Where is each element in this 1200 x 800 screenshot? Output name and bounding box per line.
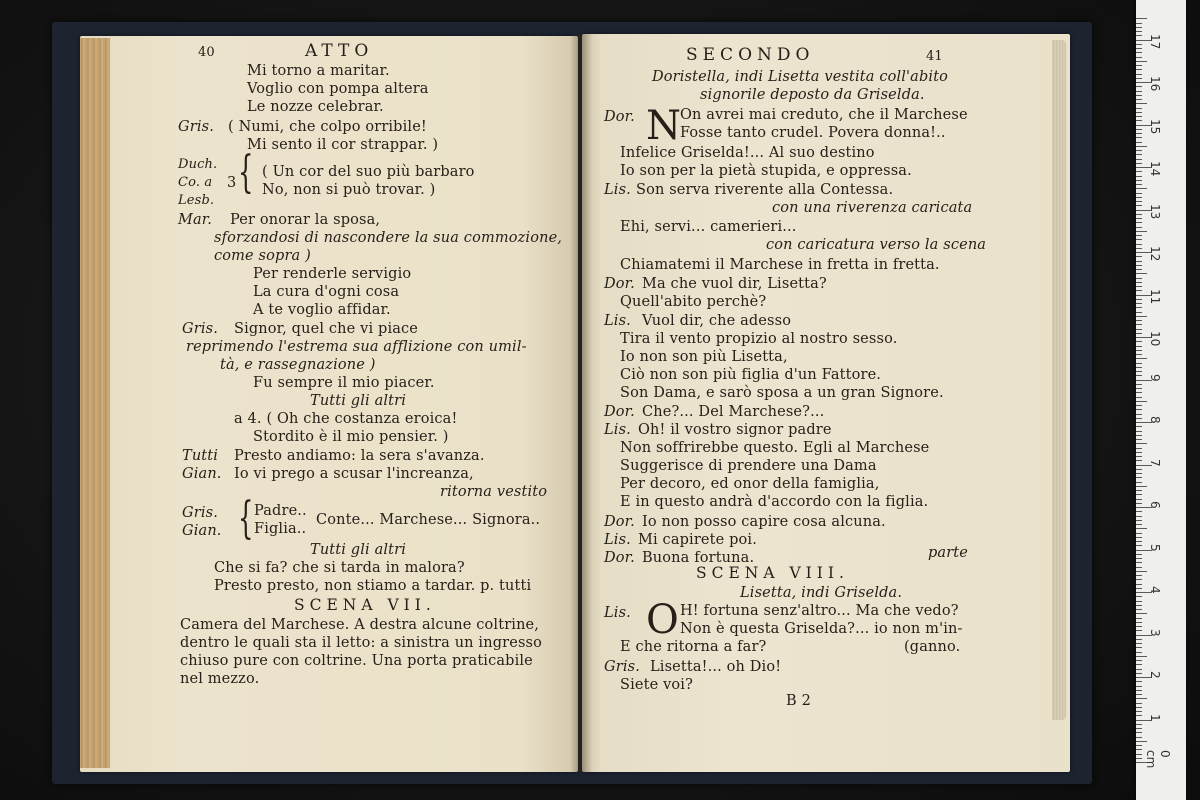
ruler-tick <box>1136 426 1142 427</box>
stage-direction: sforzandosi di nascondere la sua commozione, <box>214 230 563 246</box>
ruler-tick <box>1136 630 1142 631</box>
ruler-tick <box>1136 741 1147 742</box>
scene-description: dentro le quali sta il letto: a sinistra un ingresso <box>180 635 543 651</box>
ruler-tick <box>1136 214 1142 215</box>
ruler-tick <box>1136 180 1142 181</box>
ruler-tick <box>1136 171 1142 172</box>
ruler-number: 14 <box>1148 161 1162 177</box>
ruler-tick <box>1136 469 1142 470</box>
ruler-tick <box>1136 460 1142 461</box>
verse-line: Ehi, servi... camerieri... <box>620 219 797 235</box>
ruler-tick <box>1136 618 1142 619</box>
verse-line: Tira il vento propizio al nostro sesso. <box>620 331 898 347</box>
verse-line: La cura d'ogni cosa <box>253 284 400 300</box>
ruler-tick <box>1136 239 1142 240</box>
ruler-tick <box>1136 307 1142 308</box>
speaker-label: Co. a <box>178 175 213 190</box>
verse-line: Presto presto, non stiamo a tardar. p. tutti <box>214 578 532 594</box>
speaker-label: Dor. <box>604 109 635 125</box>
speaker-label: Lis. <box>604 313 631 329</box>
stage-direction: ritorna vestito <box>440 484 548 500</box>
drop-cap: N <box>646 103 681 149</box>
book-gutter <box>570 34 592 772</box>
ruler-tick <box>1136 737 1142 738</box>
ruler-tick <box>1136 754 1142 755</box>
ruler-tick <box>1136 431 1142 432</box>
ruler-tick <box>1136 316 1147 317</box>
verse-line: E che ritorna a far? <box>620 639 767 655</box>
verse-line: Signor, quel che vi piace <box>234 321 419 337</box>
ruler-tick <box>1136 554 1142 555</box>
ruler-tick <box>1136 146 1147 147</box>
ruler-tick <box>1136 490 1142 491</box>
verse-line: Conte... Marchese... Signora.. <box>316 512 541 528</box>
page-number: 41 <box>926 49 943 64</box>
ruler-tick <box>1136 681 1142 682</box>
ruler-tick <box>1136 197 1142 198</box>
ruler-unit: 0 cm <box>1144 750 1172 769</box>
ruler-tick <box>1136 193 1142 194</box>
verse-line: Stordito è il mio pensier. ) <box>253 429 449 445</box>
stage-direction: signorile deposto da Griselda. <box>700 87 925 103</box>
scene-description: chiuso pure con coltrine. Una porta praticabile <box>180 653 533 669</box>
ruler-tick <box>1136 562 1142 563</box>
ruler-tick <box>1136 116 1142 117</box>
ruler-tick <box>1136 643 1142 644</box>
speaker-label: Lesb. <box>178 193 215 208</box>
speaker-label: Gris. <box>182 321 218 337</box>
speaker-label: Lis. <box>604 422 631 438</box>
verse-line: Quell'abito perchè? <box>620 294 767 310</box>
ruler-tick <box>1136 137 1142 138</box>
stage-direction: reprimendo l'estrema sua afflizione con umil- <box>186 339 527 355</box>
verse-line: Mi sento il cor strappar. ) <box>247 137 439 153</box>
ruler-tick <box>1136 108 1142 109</box>
ruler-tick <box>1136 537 1142 538</box>
ruler-tick <box>1136 286 1142 287</box>
ruler-tick <box>1136 703 1142 704</box>
voice-count: 3 <box>227 175 237 191</box>
stage-direction: con una riverenza caricata <box>772 200 973 216</box>
ruler-tick <box>1136 397 1142 398</box>
verse-line: Io non son più Lisetta, <box>620 349 788 365</box>
verse-line: Voglio con pompa altera <box>247 81 429 97</box>
ruler-tick <box>1136 261 1142 262</box>
stage-direction: Tutti gli altri <box>310 393 407 409</box>
scene-description: nel mezzo. <box>180 671 260 687</box>
ruler-number: 12 <box>1148 246 1162 262</box>
stage-direction: Doristella, indi Lisetta vestita coll'abito <box>652 69 949 85</box>
ruler-tick <box>1136 129 1142 130</box>
ruler-tick <box>1136 227 1142 228</box>
ruler-tick <box>1136 188 1147 189</box>
ruler-tick <box>1136 711 1142 712</box>
ruler-tick <box>1136 61 1147 62</box>
ruler-tick <box>1136 218 1142 219</box>
ruler-tick <box>1136 626 1142 627</box>
ruler-tick <box>1136 486 1147 487</box>
scene-heading: SCENA VIII. <box>696 564 849 582</box>
ruler-tick <box>1136 409 1142 410</box>
ruler-tick <box>1136 520 1142 521</box>
verse-line: H! fortuna senz'altro... Ma che vedo? <box>680 603 959 619</box>
speaker-label: Dor. <box>604 514 635 530</box>
ruler-tick <box>1136 656 1147 657</box>
verse-line: Io son per la pietà stupida, e oppressa. <box>620 163 912 179</box>
ruler-tick <box>1136 273 1147 274</box>
scene-heading: SCENA VII. <box>294 596 436 614</box>
speaker-label: Tutti <box>182 448 219 464</box>
verse-line: Che?... Del Marchese?... <box>642 404 825 420</box>
verse-line: Per decoro, ed onor della famiglia, <box>620 476 880 492</box>
ruler-tick <box>1136 333 1142 334</box>
ruler-tick <box>1136 363 1142 364</box>
verse-line: Suggerisce di prendere una Dama <box>620 458 877 474</box>
ruler-tick <box>1136 392 1142 393</box>
verse-line: ( Numi, che colpo orribile! <box>228 119 427 135</box>
ruler-tick <box>1136 57 1142 58</box>
ruler-tick <box>1136 35 1142 36</box>
ruler-tick <box>1136 244 1142 245</box>
ruler-tick <box>1136 745 1142 746</box>
stage-direction: Tutti gli altri <box>310 542 407 558</box>
ruler-tick <box>1136 516 1142 517</box>
ruler-tick <box>1136 698 1147 699</box>
ruler-tick <box>1136 579 1142 580</box>
ruler-number: 8 <box>1148 416 1162 424</box>
verse-line: Mi torno a maritar. <box>247 63 390 79</box>
stage-direction: tà, e rassegnazione ) <box>220 357 376 373</box>
ruler-tick <box>1136 664 1142 665</box>
ruler-tick <box>1136 133 1142 134</box>
ruler-tick <box>1136 282 1142 283</box>
ruler-tick <box>1136 728 1142 729</box>
ruler-tick <box>1136 256 1142 257</box>
ruler-tick <box>1136 456 1142 457</box>
ruler-tick <box>1136 31 1142 32</box>
ruler-tick <box>1136 448 1142 449</box>
ruler-tick <box>1136 715 1142 716</box>
ruler-tick <box>1136 231 1147 232</box>
ruler-tick <box>1136 184 1142 185</box>
ruler-tick <box>1136 601 1142 602</box>
ruler-tick <box>1136 596 1142 597</box>
ruler-number: 17 <box>1148 33 1162 49</box>
verse-line: ( Un cor del suo più barbaro <box>262 164 475 180</box>
ruler-tick <box>1136 18 1147 19</box>
ruler-tick <box>1136 163 1142 164</box>
verse-line: a 4. ( Oh che costanza eroica! <box>234 411 458 427</box>
ruler-number: 2 <box>1148 671 1162 679</box>
ruler-tick <box>1136 647 1142 648</box>
ruler-tick <box>1136 154 1142 155</box>
ruler-tick <box>1136 528 1147 529</box>
ruler-tick <box>1136 235 1142 236</box>
ruler-tick <box>1136 477 1142 478</box>
speaker-label: Dor. <box>604 276 635 292</box>
verse-line: Ciò non son più figlia d'un Fattore. <box>620 367 882 383</box>
ruler-number: 15 <box>1148 118 1162 134</box>
ruler-tick <box>1136 367 1142 368</box>
ruler-tick <box>1136 27 1142 28</box>
ruler-tick <box>1136 350 1142 351</box>
ruler-tick <box>1136 159 1142 160</box>
verse-line: Padre.. <box>254 503 307 519</box>
verse-line: A te voglio affidar. <box>253 302 391 318</box>
verse-line: Vuol dir, che adesso <box>642 313 792 329</box>
speaker-label: Duch. <box>178 157 218 172</box>
speaker-label: Gian. <box>182 466 222 482</box>
page-number: 40 <box>198 45 215 60</box>
ruler-tick <box>1136 91 1142 92</box>
ruler-number: 3 <box>1148 628 1162 637</box>
verse-line: Chiamatemi il Marchese in fretta in fretta. <box>620 257 940 273</box>
ruler-tick <box>1136 86 1142 87</box>
ruler-tick <box>1136 652 1142 653</box>
ruler-number: 16 <box>1148 76 1162 92</box>
ruler-tick <box>1136 290 1142 291</box>
ruler-tick <box>1136 65 1142 66</box>
page-edges <box>80 38 110 768</box>
ruler-number: 9 <box>1148 373 1162 382</box>
verse-line: E in questo andrà d'accordo con la figlia. <box>620 494 929 510</box>
verse-line: Infelice Griselda!... Al suo destino <box>620 145 875 161</box>
ruler-tick <box>1136 44 1142 45</box>
ruler-tick <box>1136 265 1142 266</box>
verse-line: Non soffrirebbe questo. Egli al Marchese <box>620 440 930 456</box>
stage-direction: con caricatura verso la scena <box>766 237 987 253</box>
verse-line: Fosse tanto crudel. Povera donna!.. <box>680 125 946 141</box>
running-head: ATTO <box>305 41 374 61</box>
ruler-tick <box>1136 494 1142 495</box>
ruler-tick <box>1136 103 1147 104</box>
ruler-tick <box>1136 690 1142 691</box>
page-edges <box>1052 40 1066 720</box>
ruler-tick <box>1136 320 1142 321</box>
ruler-tick <box>1136 673 1142 674</box>
running-head: SECONDO <box>686 45 815 65</box>
ruler-tick <box>1136 473 1142 474</box>
verse-line: Le nozze celebrar. <box>247 99 384 115</box>
ruler-tick <box>1136 142 1142 143</box>
ruler-number: 11 <box>1148 288 1162 304</box>
ruler-tick <box>1136 269 1142 270</box>
ruler-number: 5 <box>1148 543 1162 552</box>
ruler-tick <box>1136 201 1142 202</box>
verse-line: Io non posso capire cosa alcuna. <box>642 514 886 530</box>
verse-line: Buona fortuna. <box>642 550 755 566</box>
ruler-tick <box>1136 324 1142 325</box>
verse-line: Ma che vuol dir, Lisetta? <box>642 276 827 292</box>
verse-line: (ganno. <box>904 639 961 655</box>
ruler-tick <box>1136 150 1142 151</box>
ruler-tick <box>1136 312 1142 313</box>
ruler-tick <box>1136 74 1142 75</box>
ruler-tick <box>1136 222 1142 223</box>
verse-line: Figlia.. <box>254 521 307 537</box>
ruler-tick <box>1136 299 1142 300</box>
ruler-tick <box>1136 120 1142 121</box>
ruler-tick <box>1136 435 1142 436</box>
ruler-tick <box>1136 346 1142 347</box>
stage-direction: Lisetta, indi Griselda. <box>740 585 903 601</box>
ruler-tick <box>1136 571 1147 572</box>
ruler-tick <box>1136 375 1142 376</box>
ruler-number: 13 <box>1148 203 1162 219</box>
ruler-tick <box>1136 418 1142 419</box>
verse-line: Fu sempre il mio piacer. <box>253 375 435 391</box>
ruler-tick <box>1136 660 1142 661</box>
scene-description: Camera del Marchese. A destra alcune coltrine, <box>180 617 540 633</box>
verse-line: Che si fa? che si tarda in malora? <box>214 560 465 576</box>
brace-icon: { <box>238 147 254 198</box>
ruler-tick <box>1136 248 1142 249</box>
verse-line: Per renderle servigio <box>253 266 412 282</box>
ruler-number: 7 <box>1148 458 1162 467</box>
ruler-tick <box>1136 749 1142 750</box>
stage-direction: come sopra ) <box>214 248 311 264</box>
ruler-tick <box>1136 329 1142 330</box>
ruler-tick <box>1136 443 1147 444</box>
ruler-tick <box>1136 205 1142 206</box>
ruler-tick <box>1136 524 1142 525</box>
ruler-tick <box>1136 613 1147 614</box>
speaker-label: Dor. <box>604 550 635 566</box>
stage-direction: parte <box>928 545 969 561</box>
ruler-tick <box>1136 69 1142 70</box>
speaker-label: Gris. <box>604 659 640 675</box>
signature-mark: B 2 <box>786 693 811 709</box>
ruler-tick <box>1136 558 1142 559</box>
ruler-number: 6 <box>1148 501 1162 509</box>
verse-line: Oh! il vostro signor padre <box>638 422 832 438</box>
ruler-tick <box>1136 439 1142 440</box>
verse-line: Son Dama, e sarò sposa a un gran Signore. <box>620 385 944 401</box>
ruler-tick <box>1136 511 1142 512</box>
right-page <box>582 34 1070 772</box>
ruler-tick <box>1136 732 1142 733</box>
ruler-tick <box>1136 341 1142 342</box>
verse-line: Non è questa Griselda?... io non m'in- <box>680 621 963 637</box>
ruler-tick <box>1136 95 1142 96</box>
verse-line: Son serva riverente alla Contessa. <box>636 182 894 198</box>
ruler-tick <box>1136 482 1142 483</box>
speaker-label: Gian. <box>182 523 222 539</box>
ruler-tick <box>1136 499 1142 500</box>
verse-line: Mi capirete poi. <box>638 532 757 548</box>
ruler-tick <box>1136 533 1142 534</box>
ruler-tick <box>1136 588 1142 589</box>
ruler-tick <box>1136 414 1142 415</box>
ruler-number: 1 <box>1148 713 1162 722</box>
ruler-tick <box>1136 669 1142 670</box>
speaker-label: Dor. <box>604 404 635 420</box>
ruler-tick <box>1136 503 1142 504</box>
left-page <box>80 36 578 772</box>
ruler-tick <box>1136 567 1142 568</box>
ruler-tick <box>1136 112 1142 113</box>
ruler-tick <box>1136 384 1142 385</box>
brace-icon: { <box>238 493 254 544</box>
ruler-tick <box>1136 176 1142 177</box>
ruler-tick <box>1136 278 1142 279</box>
ruler-tick <box>1136 23 1142 24</box>
speaker-label: Lis. <box>604 605 631 621</box>
verse-line: Io vi prego a scusar l'increanza, <box>234 466 474 482</box>
speaker-label: Lis. <box>604 182 631 198</box>
ruler-tick <box>1136 605 1142 606</box>
verse-line: Presto andiamo: la sera s'avanza. <box>234 448 485 464</box>
ruler-tick <box>1136 52 1142 53</box>
ruler-tick <box>1136 575 1142 576</box>
ruler-tick <box>1136 724 1142 725</box>
ruler-tick <box>1136 639 1142 640</box>
ruler-tick <box>1136 48 1142 49</box>
verse-line: On avrei mai creduto, che il Marchese <box>680 107 968 123</box>
ruler-tick <box>1136 541 1142 542</box>
ruler-tick <box>1136 99 1142 100</box>
speaker-label: Gris. <box>178 119 214 135</box>
ruler-number: 10 <box>1148 331 1162 347</box>
speaker-label: Lis. <box>604 532 631 548</box>
ruler-tick <box>1136 694 1142 695</box>
ruler-tick <box>1136 371 1142 372</box>
measuring-ruler <box>1136 0 1186 800</box>
ruler-number: 4 <box>1148 586 1162 594</box>
ruler-tick <box>1136 707 1142 708</box>
ruler-tick <box>1136 401 1147 402</box>
ruler-tick <box>1136 584 1142 585</box>
ruler-tick <box>1136 303 1142 304</box>
drop-cap: O <box>646 597 679 643</box>
ruler-tick <box>1136 452 1142 453</box>
ruler-tick <box>1136 78 1142 79</box>
ruler-tick <box>1136 405 1142 406</box>
ruler-tick <box>1136 354 1142 355</box>
verse-line: Per onorar la sposa, <box>230 212 381 228</box>
speaker-label: Gris. <box>182 505 218 521</box>
ruler-tick <box>1136 609 1142 610</box>
speaker-label: Mar. <box>178 212 213 228</box>
ruler-tick <box>1136 545 1142 546</box>
verse-line: Lisetta!... oh Dio! <box>650 659 782 675</box>
ruler-tick <box>1136 622 1142 623</box>
verse-line: No, non si può trovar. ) <box>262 182 436 198</box>
ruler-tick <box>1136 758 1142 759</box>
ruler-tick <box>1136 358 1147 359</box>
verse-line: Siete voi? <box>620 677 694 693</box>
ruler-tick <box>1136 686 1142 687</box>
ruler-tick <box>1136 388 1142 389</box>
